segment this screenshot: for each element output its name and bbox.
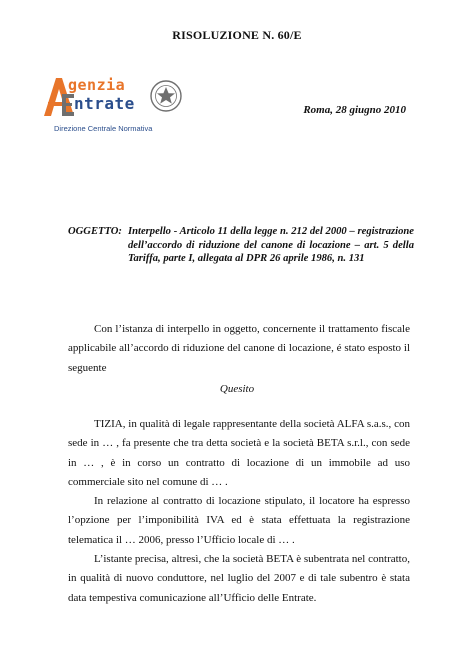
subject-text: Interpello - Articolo 11 della legge n. 212 del 2000 – registrazione dell’accordo di riduzione del canone di locazione – art. 5 della Tariffa, parte I, allegata al DPR 26 aprile 1986, n. 131 bbox=[128, 226, 414, 264]
logo-wordmark-top: genzia bbox=[68, 76, 126, 94]
agenzia-entrate-logo bbox=[38, 72, 188, 120]
paragraph-2-text: In relazione al contratto di locazione stipulato, il locatore ha espresso l’opzione per l’imponibilità IVA ed è stata effettuata la registrazione telematica il … 2006, presso l’Ufficio locale di … . bbox=[68, 495, 410, 546]
logo-wordmark-bottom: ntrate bbox=[74, 94, 135, 113]
paragraph-3 bbox=[68, 550, 410, 608]
section-heading: Quesito bbox=[219, 383, 255, 395]
intro-text: Con l’istanza di interpello in oggetto, concernente il trattamento fiscale applicabile all’accordo di riduzione del canone di locazione, é stato esposto il seguente bbox=[68, 323, 410, 374]
paragraph-2 bbox=[68, 492, 410, 550]
paragraph-1 bbox=[68, 415, 410, 493]
paragraph-3-text: L’istante precisa, altresì, che la società BETA è subentrata nel contratto, in qualità di nuovo conduttore, nel luglio del 2007 e di tale subentro è stata data tempestiva comunicazione all’Ufficio delle Entrate. bbox=[68, 553, 410, 604]
logo-subtitle: Direzione Centrale Normativa bbox=[54, 124, 153, 133]
paragraph-1-text: TIZIA, in qualità di legale rappresentante della società ALFA s.a.s., con sede in … , fa presente che tra detta società e la società BETA s.r.l., con sede in … , è in corso un contratto di locazione di un immobile ad uso commerciale sito nel comune di … . bbox=[68, 418, 410, 489]
intro-paragraph bbox=[68, 320, 410, 378]
document-title: RISOLUZIONE N. 60/E bbox=[172, 28, 302, 42]
subject-label: OGGETTO: bbox=[68, 226, 122, 237]
subject-block bbox=[68, 225, 414, 266]
document-date: Roma, 28 giugno 2010 bbox=[303, 104, 406, 116]
